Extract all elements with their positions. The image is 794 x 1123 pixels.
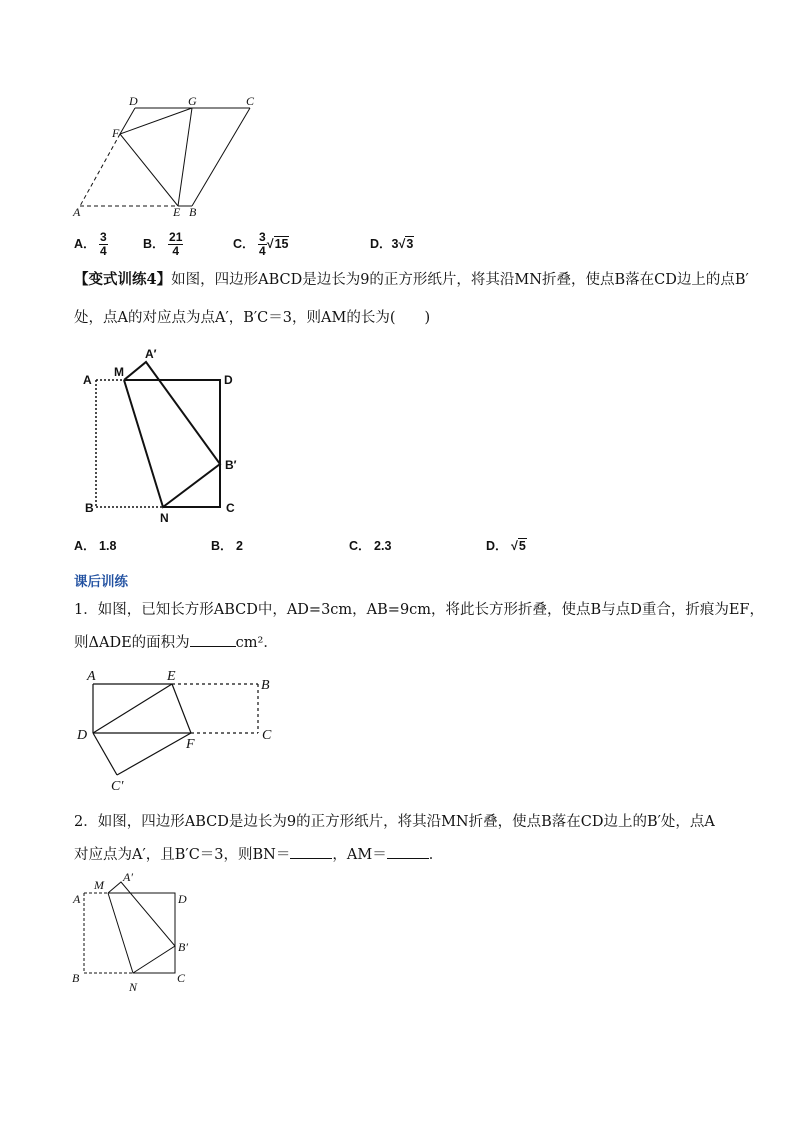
prev-option-a: A． $\frac{3}{4}$ [74, 230, 107, 258]
variant4-option-b: B． 2 [211, 539, 243, 553]
label-b-prime: B′ [225, 458, 237, 472]
label-b: B [189, 205, 197, 219]
q1-line1: 1．如图，已知长方形ABCD中，AD=3cm，AB=9cm，将此长方形折叠，使点B与点D重合，折痕为EF， [74, 602, 764, 618]
label-e: E [173, 205, 181, 219]
label-b: B [72, 971, 80, 985]
label-n: N [129, 980, 138, 994]
label-g: G [188, 94, 197, 108]
fraction: $\frac{3}{4}$ [100, 230, 107, 258]
label-c: C [177, 971, 186, 985]
label-b: B [261, 678, 270, 693]
label-f: F [112, 126, 120, 140]
label-c: C [226, 501, 235, 515]
prev-option-b: B． $\frac{21}{4}$ [143, 230, 183, 258]
label-a-prime: A′ [123, 870, 133, 884]
q1-line2: 则ΔADE的面积为 cm²． [74, 632, 278, 653]
label-d: D [77, 728, 88, 743]
fraction: $\frac{3}{4}$ [259, 230, 266, 258]
label-e: E [167, 669, 176, 684]
label-d: D [224, 373, 233, 387]
label-a: A [87, 669, 96, 684]
label-d: D [178, 892, 187, 906]
label-m: M [94, 878, 104, 892]
prev-option-d: D．3√3 [370, 237, 414, 251]
variant4-option-d: D． √5 [486, 539, 526, 553]
variant4-option-c: C． 2.3 [349, 539, 392, 553]
label-d: D [129, 94, 138, 108]
label-a-prime: A′ [145, 347, 157, 361]
section-heading: 课后训练 [74, 574, 128, 590]
label-n: N [160, 511, 169, 525]
label-a: A [73, 892, 81, 906]
variant4-line1: 【变式训练4】如图，四边形ABCD是边长为9的正方形纸片，将其沿MN折叠，使点B落在CD边上的点B′ [74, 271, 749, 288]
prev-option-c: C． $\frac{3}{4}$ √15 [233, 230, 289, 258]
variant4-line2: 处，点A的对应点为点A′，B′C＝3，则AM的长为( ) [74, 310, 431, 326]
label-b-prime: B′ [178, 940, 188, 954]
label-f: F [186, 737, 195, 752]
q2-line1: 2．如图，四边形ABCD是边长为9的正方形纸片，将其沿MN折叠，使点B落在CD边上的B′处，点A [74, 814, 715, 830]
label-a: A [73, 205, 81, 219]
q2-line2: 对应点为A′，且B′C＝3，则BN＝ ，AM＝ ． [74, 844, 443, 865]
variant4-title: 【变式训练4】 [74, 271, 172, 288]
variant4-option-a: A． 1.8 [74, 539, 117, 553]
label-b: B [85, 501, 94, 515]
label-c-prime: C′ [111, 779, 124, 794]
label-c: C [246, 94, 255, 108]
label-a: A [83, 373, 92, 387]
label-c: C [262, 728, 272, 743]
fraction: $\frac{21}{4}$ [169, 230, 183, 258]
label-m: M [114, 365, 124, 379]
